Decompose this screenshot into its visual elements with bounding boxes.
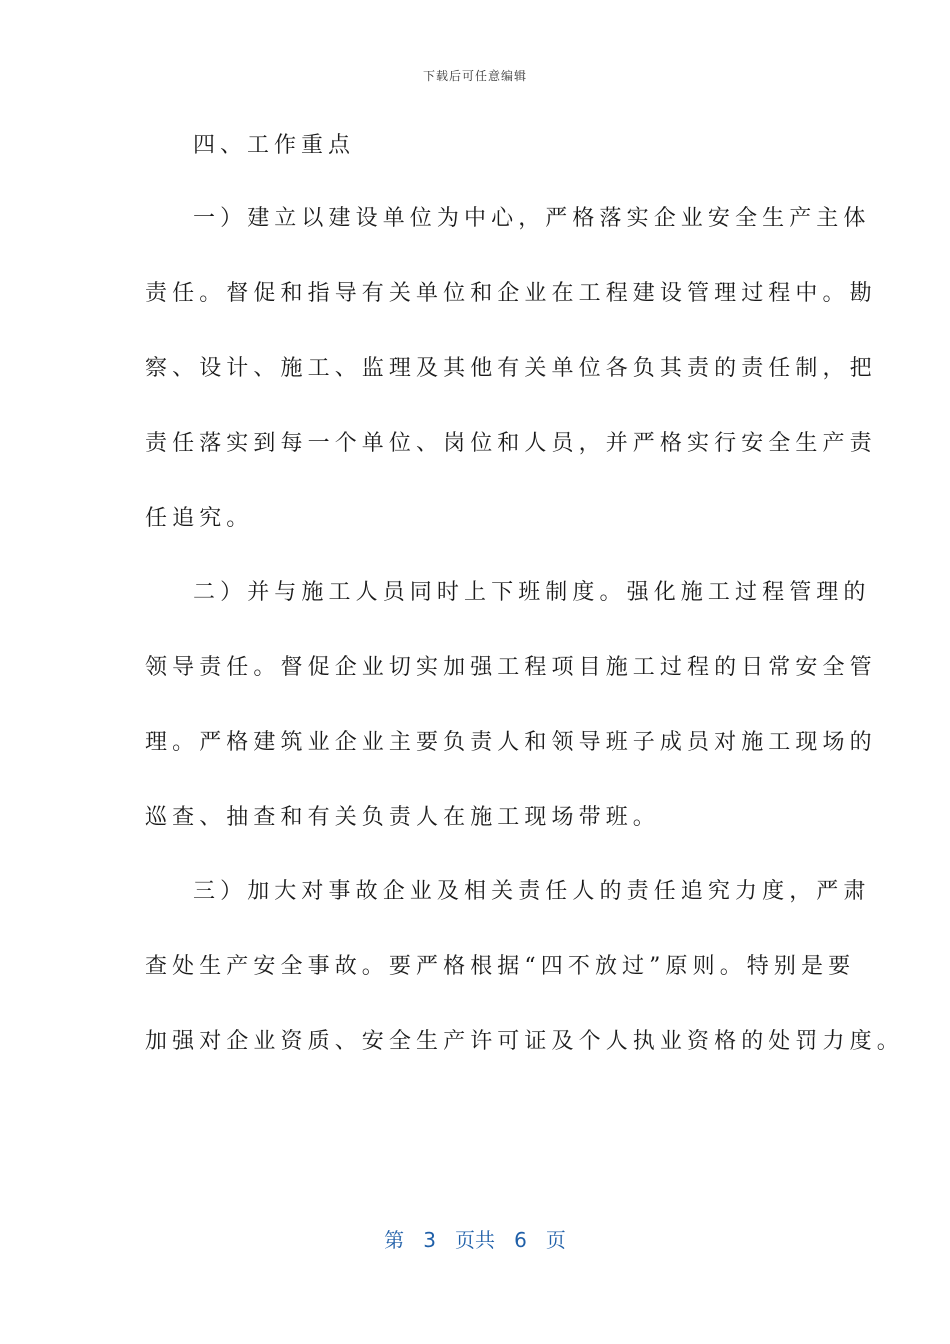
footer-middle: 页共 (455, 1228, 495, 1252)
paragraph-2-line-3: 理。严格建筑业企业主要负责人和领导班子成员对施工现场的 (145, 730, 877, 755)
paragraph-3-line-2: 查处生产安全事故。要严格根据“四不放过”原则。特别是要 (145, 954, 856, 979)
paragraph-3-line-1: 三）加大对事故企业及相关责任人的责任追究力度，严肃 (193, 879, 871, 904)
paragraph-1-line-3: 察、设计、施工、监理及其他有关单位各负其责的责任制，把 (145, 356, 877, 381)
paragraph-1-line-2: 责任。督促和指导有关单位和企业在工程建设管理过程中。勘 (145, 281, 877, 306)
paragraph-2-line-4: 巡查、抽查和有关负责人在施工现场带班。 (145, 805, 660, 830)
footer-prefix: 第 (384, 1228, 405, 1252)
paragraph-1-line-4: 责任落实到每一个单位、岗位和人员，并严格实行安全生产责 (145, 431, 877, 456)
paragraph-2-line-1: 二）并与施工人员同时上下班制度。强化施工过程管理的 (193, 580, 871, 605)
paragraph-1-line-1: 一）建立以建设单位为中心，严格落实企业安全生产主体 (193, 206, 871, 231)
paragraph-2-line-2: 领导责任。督促企业切实加强工程项目施工过程的日常安全管 (145, 655, 877, 680)
footer-total-pages: 6 (514, 1228, 527, 1252)
page-footer (0, 1224, 950, 1253)
footer-current-page: 3 (423, 1228, 436, 1252)
paragraph-3-line-3: 加强对企业资质、安全生产许可证及个人执业资格的处罚力度。 (145, 1029, 904, 1054)
header-note: 下载后可任意编辑 (422, 69, 527, 83)
section-heading: 四、工作重点 (193, 133, 356, 158)
footer-suffix: 页 (545, 1228, 566, 1252)
paragraph-1-line-5: 任追究。 (145, 506, 254, 531)
